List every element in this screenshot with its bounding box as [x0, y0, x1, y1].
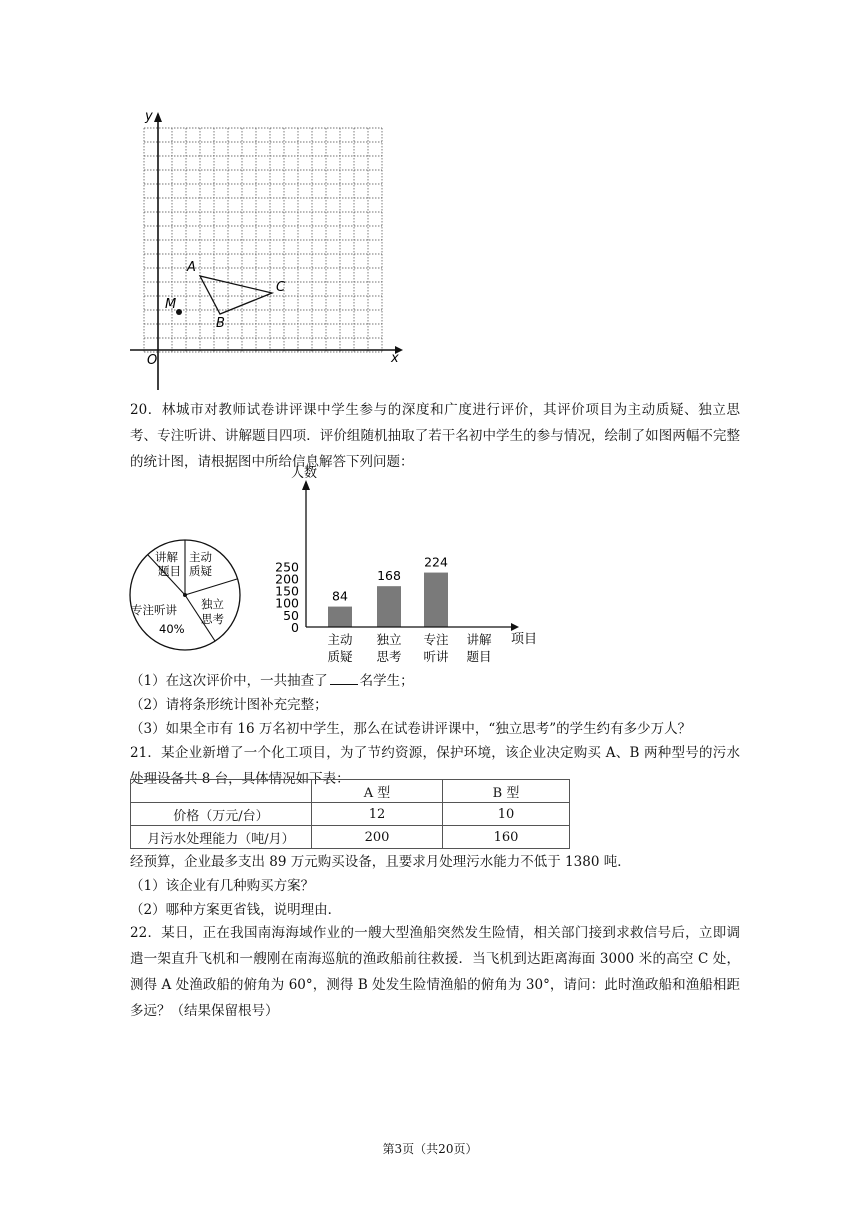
- table-cell: 12: [312, 803, 443, 826]
- coordinate-grid-figure: [125, 100, 415, 400]
- point-c-label: C: [276, 280, 286, 295]
- bar-category-label: 主动: [327, 632, 353, 647]
- q20-sub1-before: （1）在这次评价中，一共抽查了: [130, 673, 328, 689]
- bar-x-axis-arrow: [511, 623, 519, 631]
- pie-label-listen-1: 专注听讲: [131, 603, 177, 617]
- table-cell: 价格（万元/台）: [131, 803, 312, 826]
- bar-category-label: 独立: [376, 632, 402, 647]
- table-row: [131, 826, 570, 849]
- bar-y-tick-label: 0: [291, 620, 299, 635]
- pie-center: [183, 593, 187, 597]
- bar-value-label: 168: [377, 568, 401, 584]
- q20-sub3: （3）如果全市有 16 万名初中学生，那么在试卷讲评课中，“独立思考”的学生约有多少万人？: [130, 721, 692, 737]
- bar-2: [377, 586, 401, 627]
- bar-x-label: 项目: [511, 632, 538, 647]
- point-m-label: M: [165, 297, 177, 312]
- table-cell: 月污水处理能力（吨/月）: [131, 826, 312, 849]
- question-21-text: 21．某企业新增了一个化工项目，为了节约资源，保护环境，该企业决定购买 A、B 两种型号的污水处理设备共 8 台，具体情况如下表：: [130, 745, 740, 787]
- table-cell: 10: [443, 803, 570, 826]
- x-axis-label: x: [391, 351, 399, 366]
- pie-label-think-1: 独立: [201, 597, 224, 611]
- point-b-label: B: [216, 316, 225, 331]
- point-a-label: A: [187, 260, 196, 275]
- pie-chart: [125, 535, 245, 655]
- table-cell: 160: [443, 826, 570, 849]
- table-header-cell: B 型: [443, 780, 570, 803]
- pie-label-listen-2: 40%: [159, 622, 185, 636]
- bar-y-tick-label: 100: [275, 595, 299, 611]
- question-22-text: 22．某日，正在我国南海海域作业的一艘大型渔船突然发生险情，相关部门接到求救信号后，立即调遣一架直升飞机和一艘刚在南海巡航的渔政船前往救援．当飞机到达距离海面 3000 米的高空 C 处，测得 A 处渔政船的俯角为 60°，测得 B 处发生险情渔船的俯角为 30°，请问：此时渔政船和渔船相距多远？（结果保留根号）: [130, 925, 740, 1019]
- bar-y-tick-label: 150: [275, 583, 299, 599]
- table-header-cell: [131, 780, 312, 803]
- y-axis-label: y: [145, 109, 153, 124]
- bar-value-label: 84: [332, 588, 348, 604]
- bar-y-tick-label: 50: [283, 607, 299, 623]
- bar-category-label: 讲解: [466, 632, 492, 647]
- bar-1: [328, 607, 352, 627]
- q20-sub2: （2）请将条形统计图补充完整；: [130, 697, 328, 713]
- pie-label-question-2: 质疑: [189, 564, 212, 578]
- table-header-cell: A 型: [312, 780, 443, 803]
- bar-y-tick-label: 250: [275, 559, 299, 575]
- bar-category-label: 题目: [466, 649, 492, 664]
- pie-label-explain-2: 题目: [158, 564, 181, 578]
- table-cell: 200: [312, 826, 443, 849]
- bar-y-tick-label: 200: [275, 571, 299, 587]
- y-axis-arrow: [154, 112, 162, 122]
- bar-chart: [265, 460, 555, 672]
- q21-after-text: 经预算，企业最多支出 89 万元购买设备，且要求月处理污水能力不低于 1380 吨．: [130, 854, 631, 870]
- pie-label-question-1: 主动: [189, 550, 212, 564]
- q20-answer-blank: [330, 672, 358, 685]
- bar-category-label: 质疑: [327, 649, 353, 664]
- bar-value-label: 224: [424, 554, 448, 570]
- q21-sub1: （1）该企业有几种购买方案？: [130, 878, 315, 894]
- bar-category-label: 听讲: [423, 649, 449, 664]
- q21-sub2: （2）哪种方案更省钱，说明理由．: [130, 902, 342, 918]
- q20-sub1-after: 名学生；: [359, 673, 414, 689]
- page-footer: 第3页（共20页）: [382, 1142, 478, 1156]
- point-m-dot: [176, 309, 182, 315]
- table-row: [131, 803, 570, 826]
- equipment-table: [130, 779, 570, 849]
- table-header-row: [131, 780, 570, 803]
- question-20-text: 20．林城市对教师试卷讲评课中学生参与的深度和广度进行评价，其评价项目为主动质疑、独立思考、专注听讲、讲解题目四项．评价组随机抽取了若干名初中学生的参与情况，绘制了如图两幅不完整的统计图，请根据图中所给信息解答下列问题：: [130, 402, 740, 470]
- bar-category-label: 思考: [376, 649, 402, 664]
- origin-label: O: [147, 353, 158, 368]
- q20-sub1: [130, 671, 414, 691]
- bar-3: [424, 573, 448, 627]
- grid-lines: [144, 128, 382, 352]
- pie-label-explain-1: 讲解: [155, 550, 178, 564]
- pie-label-think-2: 思考: [201, 612, 224, 626]
- bar-y-label: 人数: [291, 466, 318, 481]
- bar-y-axis-arrow: [302, 480, 310, 490]
- bar-category-label: 专注: [423, 632, 449, 647]
